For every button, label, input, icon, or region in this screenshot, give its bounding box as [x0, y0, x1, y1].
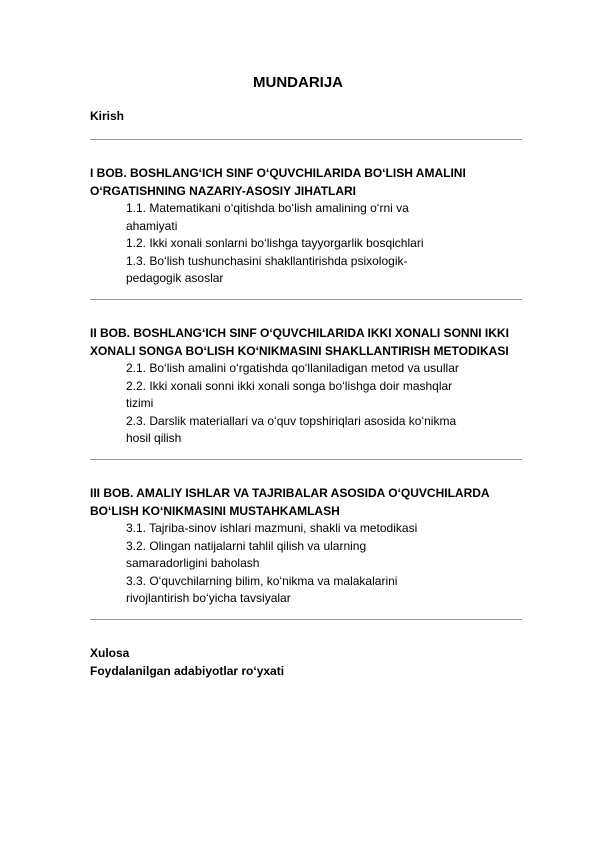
page-title: MUNDARIJA: [253, 74, 343, 91]
toc-item-1-1: 1.1. Matematikani o‘qitishda bo‘lish amalining o‘rni va: [126, 201, 409, 215]
toc-item-2-2-cont: tizimi: [126, 396, 154, 410]
toc-item-2-3: 2.3. Darslik materiallari va o‘quv topshiriqlari asosida ko‘nikma: [126, 413, 457, 428]
chapter-2-heading-line-1: II BOB. BOSHLANG‘ICH SINF O‘QUVCHILARIDA IKKI XONALI SONNI IKKI: [90, 326, 509, 340]
divider: [90, 619, 522, 620]
divider: [90, 299, 522, 300]
toc-item-3-1: 3.1. Tajriba-sinov ishlari mazmuni, shakli va metodikasi: [126, 521, 418, 535]
toc-item-3-2: 3.2. Olingan natijalarni tahlil qilish va ularning: [126, 538, 367, 553]
chapter-3-heading-line-1: III BOB. AMALIY ISHLAR VA TAJRIBALAR ASOSIDA O‘QUVCHILARDA: [90, 486, 490, 500]
chapter-2-heading-line-2: XONALI SONGA BO‘LISH KO‘NIKMASINI SHAKLLANTIRISH METODIKASI: [90, 343, 509, 358]
toc-item-2-2: 2.2. Ikki xonali sonni ikki xonali songa bo‘lishga doir mashqlar: [126, 378, 453, 393]
toc-item-1-3: 1.3. Bo‘lish tushunchasini shakllantirishda psixologik-: [126, 253, 408, 268]
toc-item-2-3-cont: hosil qilish: [126, 431, 182, 445]
toc-item-2-1: 2.1. Bo‘lish amalini o‘rgatishda qo‘llaniladigan metod va usullar: [126, 361, 459, 375]
toc-item-1-3-cont: pedagogik asoslar: [126, 271, 224, 285]
toc-item-3-2-cont: samaradorligini baholash: [126, 556, 260, 570]
divider: [90, 139, 522, 140]
chapter-1-heading-line-1: I BOB. BOSHLANG‘ICH SINF O‘QUVCHILARIDA BO‘LISH AMALINI: [90, 166, 466, 180]
divider: [90, 459, 522, 460]
toc-item-1-2: 1.2. Ikki xonali sonlarni bo‘lishga tayyorgarlik bosqichlari: [126, 236, 424, 250]
toc-intro: Kirish: [90, 109, 125, 123]
chapter-1-heading-line-2: O‘RGATISHNING NAZARIY-ASOSIY JIHATLARI: [90, 183, 357, 198]
toc-item-1-1-cont: ahamiyati: [126, 218, 178, 233]
toc-references: Foydalanilgan adabiyotlar ro‘yxati: [90, 663, 285, 678]
toc-item-3-3: 3.3. O‘quvchilarning bilim, ko‘nikma va malakalarini: [126, 573, 398, 588]
toc-conclusion: Xulosa: [90, 646, 130, 660]
chapter-3-heading-line-2: BO‘LISH KO‘NIKMASINI MUSTAHKAMLASH: [90, 503, 340, 518]
toc-item-3-3-cont: rivojlantirish bo‘yicha tavsiyalar: [126, 591, 291, 605]
